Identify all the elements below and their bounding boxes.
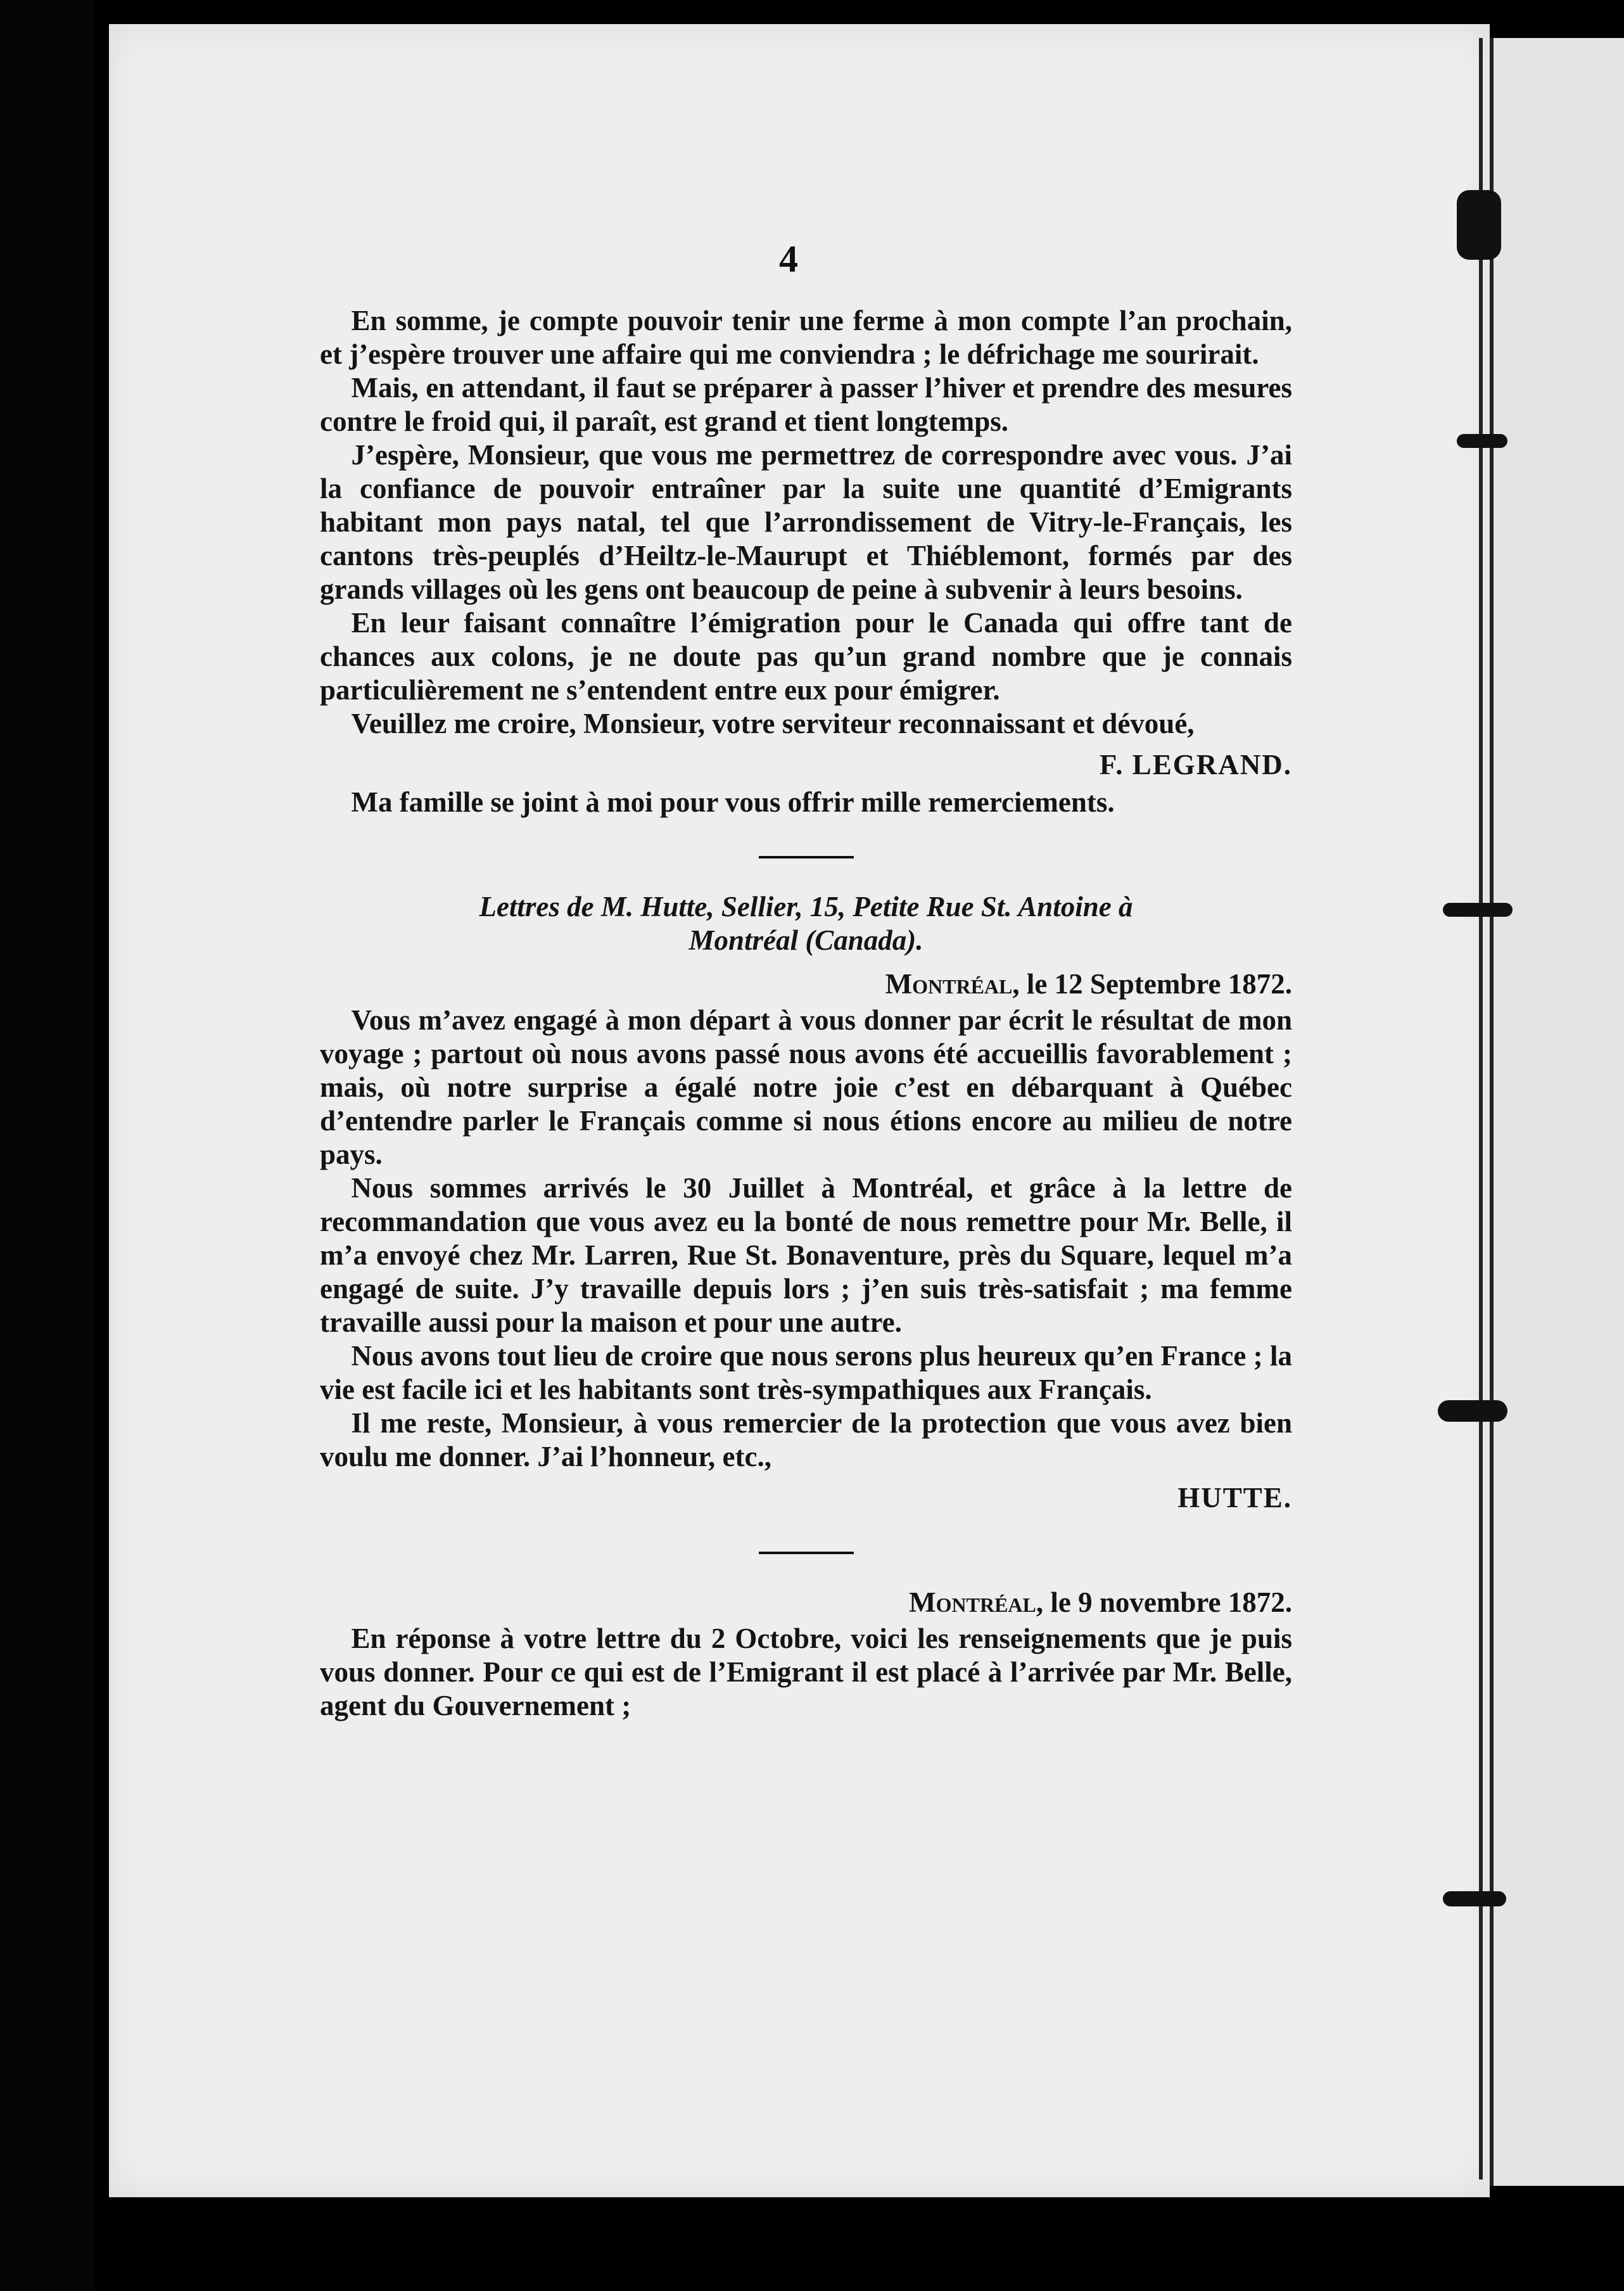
dateline-place: Montréal, [909, 1586, 1044, 1618]
postscript: Ma famille se joint à moi pour vous offrir mille remerciements. [351, 786, 1115, 818]
letter-heading-line: Lettres de M. Hutte, Sellier, 15, Petite Rue St. Antoine à [479, 891, 1133, 922]
paragraph: Veuillez me croire, Monsieur, votre serviteur reconnaissant et dévoué, [351, 708, 1195, 739]
binding-line [1479, 38, 1483, 2179]
dateline-date: le 12 Septembre 1872. [1026, 968, 1292, 1000]
signature: HUTTE. [1177, 1482, 1292, 1514]
scan-border-left [0, 0, 95, 2291]
paragraph: En leur faisant connaître l’émigration pour le Canada qui offre tant de chances aux colons, je ne doute pas qu’un grand nombre que je connais particulièrement ne s’entendent entre eux pour émigrer. [320, 607, 1292, 706]
signature: F. LEGRAND. [1099, 749, 1292, 781]
paragraph: Il me reste, Monsieur, à vous remercier de la protection que vous avez bien voulu me donner. J’ai l’honneur, etc., [320, 1407, 1292, 1472]
paragraph: Nous avons tout lieu de croire que nous serons plus heureux qu’en France ; la vie est facile ici et les habitants sont très-sympathiques aux Français. [320, 1340, 1292, 1405]
dateline [320, 967, 1292, 1001]
paragraph: Vous m’avez engagé à mon départ à vous donner par écrit le résultat de mon voyage ; partout où nous avons passé nous avons été accueillis favorablement ; mais, où notre surprise a égalé notre joie c’est en débarquant à Québec d’entendre parler le Français comme si nous étions encore au milieu de notre pays. [320, 1004, 1292, 1170]
section-rule [759, 856, 854, 858]
paragraph: Nous sommes arrivés le 30 Juillet à Montréal, et grâce à la lettre de recommandation que vous avez eu la bonté de nous remettre pour Mr. Belle, il m’a envoyé chez Mr. Larren, Rue St. Bonaventure, près du Square, lequel m’a engagé de suite. J’y travaille depuis lors ; j’en suis très-satisfait ; ma femme travaille aussi pour la maison et pour une autre. [320, 1172, 1292, 1338]
paragraph: Mais, en attendant, il faut se préparer à passer l’hiver et prendre des mesures contre le froid qui, il paraît, est grand et tient longtemps. [320, 372, 1292, 437]
letter-heading [320, 890, 1292, 957]
dateline [320, 1586, 1292, 1619]
paragraph: En réponse à votre lettre du 2 Octobre, voici les renseignements que je puis vous donner. Pour ce qui est de l’Emigrant il est placé à l’arrivée par Mr. Belle, agent du Gouvernement ; [320, 1623, 1292, 1721]
page-number: 4 [779, 238, 798, 280]
binding-stitch [1443, 903, 1513, 917]
binding-stitch [1443, 1891, 1506, 1906]
binding-stitch [1457, 190, 1501, 260]
binding-stitch [1438, 1400, 1507, 1422]
adjacent-page-edge [1490, 38, 1624, 2186]
page-body [320, 304, 1292, 1723]
letter-heading-line: Montréal (Canada). [688, 924, 923, 956]
dateline-date: le 9 novembre 1872. [1050, 1586, 1292, 1618]
paragraph: J’espère, Monsieur, que vous me permettrez de correspondre avec vous. J’ai la confiance de pouvoir entraîner par la suite une quantité d’Emigrants habitant mon pays natal, tel que l’arrondissement de Vitry-le-Français, les cantons très-peuplés d’Heiltz-le-Maurupt et Thiéblemont, formés par des grands villages où les gens ont beaucoup de peine à subvenir à leurs besoins. [320, 439, 1292, 605]
dateline-place: Montréal, [885, 968, 1020, 1000]
section-rule [759, 1552, 854, 1554]
binding-stitch [1457, 434, 1507, 448]
paragraph: En somme, je compte pouvoir tenir une ferme à mon compte l’an prochain, et j’espère trouver une affaire qui me conviendra ; le défrichage me sourirait. [320, 305, 1292, 370]
